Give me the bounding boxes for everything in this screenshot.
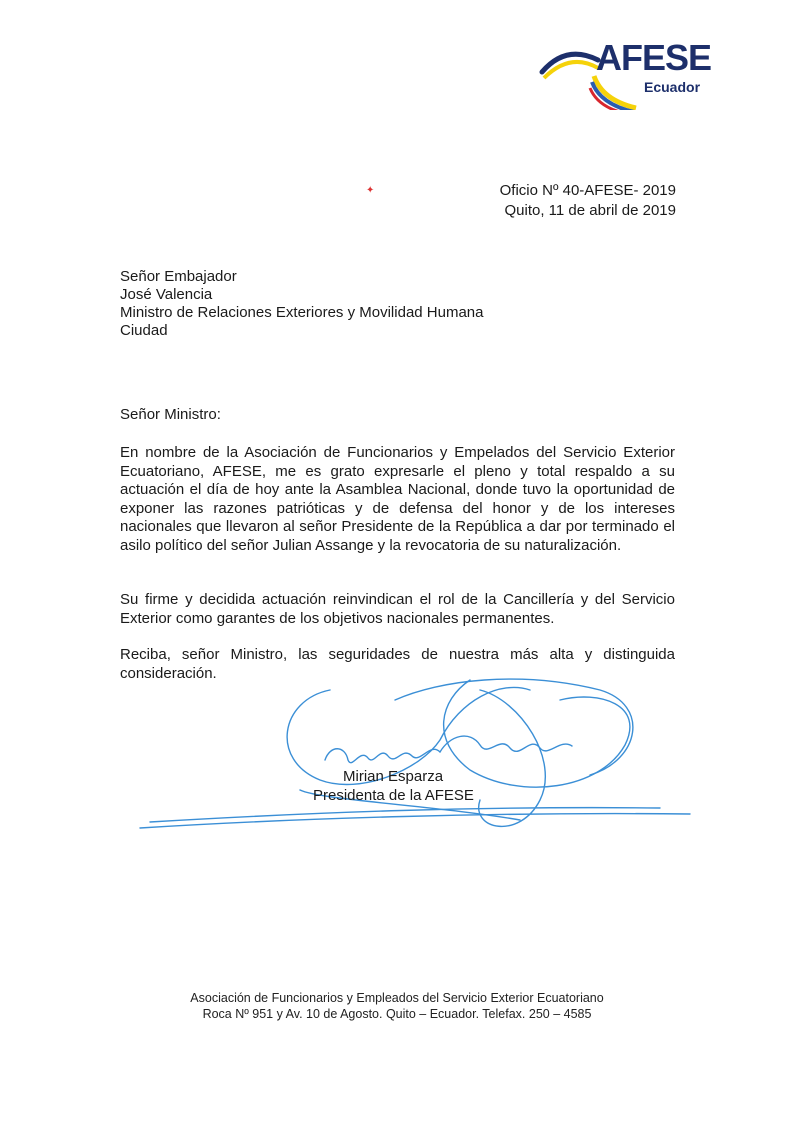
body-paragraph-2: Su firme y decidida actuación reinvindican el rol de la Cancillería y del Servicio Exterior como garantes de los objetivos nacionales permanentes. — [120, 591, 675, 627]
letterhead-footer — [0, 990, 794, 1022]
logo-subtitle: Ecuador — [644, 79, 701, 95]
salutation: Señor Ministro: — [120, 406, 221, 423]
recipient-name: José Valencia — [120, 286, 213, 303]
recipient-title: Ministro de Relaciones Exteriores y Movilidad Humana — [120, 304, 484, 321]
letter-date: Quito, 11 de abril de 2019 — [504, 202, 676, 219]
body-paragraph-1: En nombre de la Asociación de Funcionarios y Empelados del Servicio Exterior Ecuatoriano, AFESE, me es grato expresarle el pleno y total respaldo a su actuación el día de hoy ante la Asamblea Nacional, donde tuvo la oportunidad de exponer las razones patrióticas y de defensa del honor y de los intereses nacionales que llevaron al señor Presidente de la República a dar por terminado el asilo político del señor Julian Assange y la revocatoria de su naturalización. — [120, 444, 675, 554]
recipient-city: Ciudad — [120, 322, 168, 339]
signer-name: Mirian Esparza — [343, 768, 444, 785]
recipient-block — [120, 268, 484, 340]
signer-block — [313, 767, 474, 805]
recipient-honorific: Señor Embajador — [120, 268, 237, 285]
footer-organization: Asociación de Funcionarios y Empleados del Servicio Exterior Ecuatoriano — [190, 991, 604, 1005]
red-mark-icon: ✦ — [366, 185, 375, 196]
signer-title: Presidenta de la AFESE — [313, 787, 474, 804]
reference-block — [500, 181, 676, 221]
office-number: Oficio Nº 40-AFESE- 2019 — [499, 182, 676, 199]
body-paragraph-3: Reciba, señor Ministro, las seguridades de nuestra más alta y distinguida consideración. — [120, 646, 675, 682]
footer-address: Roca Nº 951 y Av. 10 de Agosto. Quito – Ecuador. Telefax. 250 – 4585 — [202, 1007, 592, 1021]
logo-title: AFESE — [596, 37, 712, 78]
